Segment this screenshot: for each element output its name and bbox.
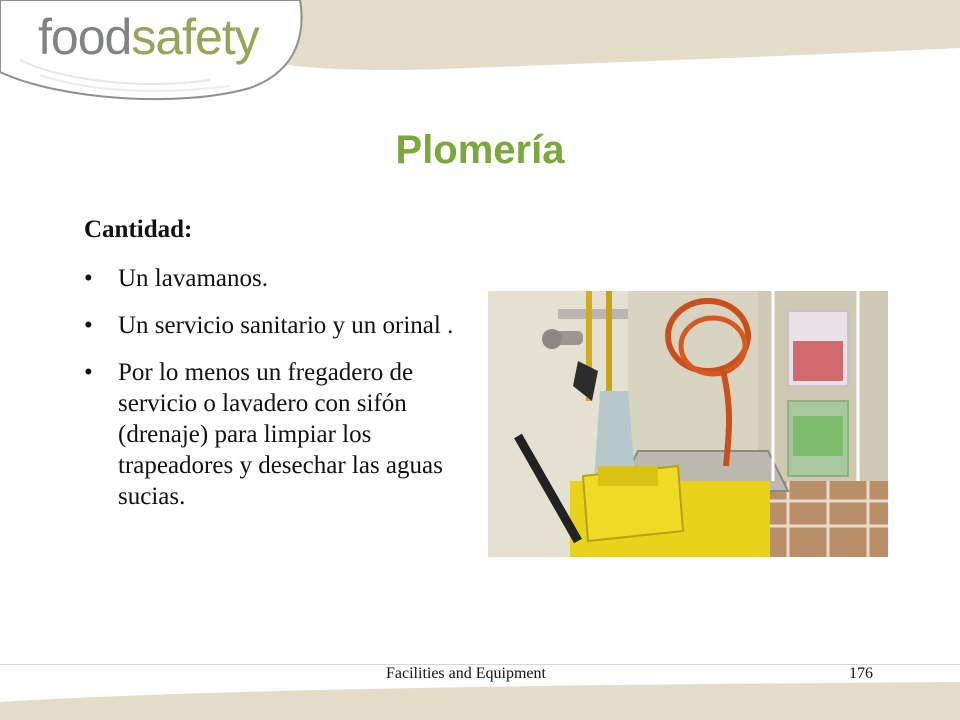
footer-swoosh <box>0 680 960 720</box>
logo-safety: safety <box>131 9 259 65</box>
bullet-text: Un servicio sanitario y un orinal . <box>118 312 454 339</box>
bullet-item <box>84 263 474 294</box>
content-heading: Cantidad: <box>84 216 193 243</box>
slide-content <box>84 214 474 528</box>
bullet-icon: • <box>84 265 93 292</box>
bullet-item <box>84 357 474 512</box>
footer-title: Facilities and Equipment <box>386 665 546 682</box>
bullet-list <box>84 263 474 512</box>
bullet-text: Un lavamanos. <box>118 265 268 292</box>
slide-title: Plomería <box>395 128 565 172</box>
foodsafety-logo <box>38 9 259 65</box>
bullet-text: Por lo menos un fregadero de servicio o lavadero con sifón (drenaje) para limpiar los trapeadores y desechar las aguas sucias. <box>118 359 443 510</box>
bullet-icon: • <box>84 359 93 386</box>
bullet-item <box>84 310 474 341</box>
mop-sink-photo <box>488 291 888 557</box>
page-number: 176 <box>849 665 873 682</box>
logo-food: food <box>38 9 132 65</box>
bullet-icon: • <box>84 312 93 339</box>
